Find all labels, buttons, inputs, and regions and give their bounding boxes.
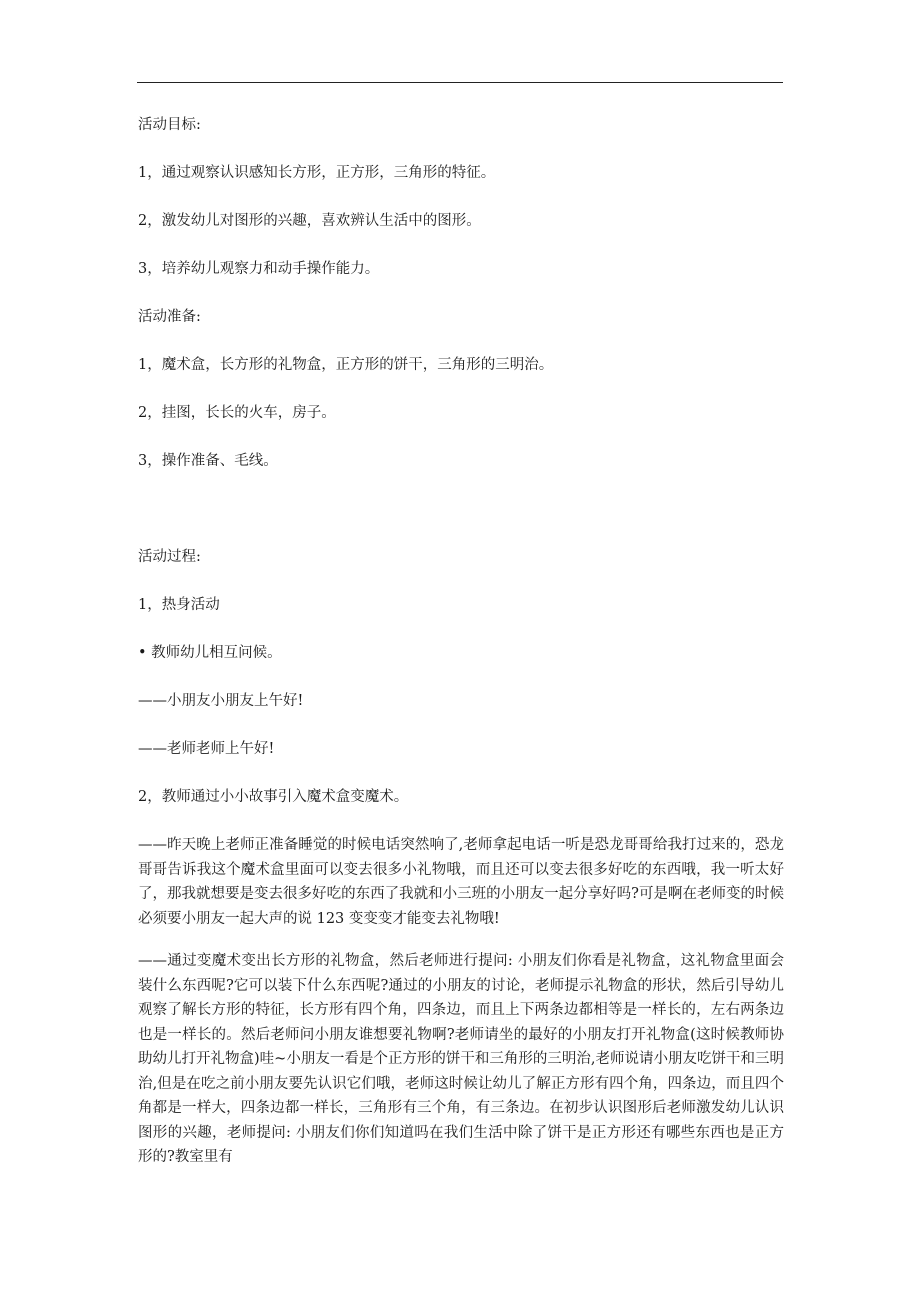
objective-item-2: 2，激发幼儿对图形的兴趣，喜欢辨认生活中的图形。 xyxy=(138,213,481,229)
preparation-item-3: 3，操作准备、毛线。 xyxy=(138,453,278,469)
objectives-heading: 活动目标: xyxy=(138,117,201,133)
objective-item-1: 1，通过观察认识感知长方形，正方形，三角形的特征。 xyxy=(138,165,496,181)
section-gap xyxy=(138,497,788,545)
preparation-item-2: 2，挂图，长长的火车，房子。 xyxy=(138,405,336,421)
dialog-line-1: ——小朋友小朋友上午好! xyxy=(138,693,304,709)
story-paragraph: ——昨天晚上老师正准备睡觉的时候电话突然响了,老师拿起电话一听是恐龙哥哥给我打过来的，恐龙哥哥告诉我这个魔术盒里面可以变去很多小礼物哦，而且还可以变去很多好吃的东西哦，我一听太好了，那我就想要是变去很多好吃的东西了我就和小三班的小朋友一起分享好吗?可是啊在老师变的时候必须要小朋友一起大声的说 123 变变变才能变去礼物哦! xyxy=(138,837,784,927)
objective-item-3: 3，培养幼儿观察力和动手操作能力。 xyxy=(138,261,380,277)
greeting-bullet: • 教师幼儿相互问候。 xyxy=(138,645,282,661)
preparation-heading: 活动准备: xyxy=(138,309,201,325)
magic-paragraph: ——通过变魔术变出长方形的礼物盒，然后老师进行提问: 小朋友们你看是礼物盒，这礼物盒里面会装什么东西呢?它可以装下什么东西呢?通过的小朋友的讨论，老师提示礼物盒的形状，然后引导幼儿观察了解长方形的特征，长方形有四个角，四条边，而且上下两条边都相等是一样长的，左右两条边也是一样长的。然后老师问小朋友谁想要礼物啊?老师请坐的最好的小朋友打开礼物盒(这时候教师协助幼儿打开礼物盒)哇~小朋友一看是个正方形的饼干和三角形的三明治,老师说请小朋友吃饼干和三明治,但是在吃之前小朋友要先认识它们哦，老师这时候让幼儿了解正方形有四个角，四条边，而且四个角都是一样大，四条边都一样长，三角形有三个角，有三条边。在初步认识图形后老师激发幼儿认识图形的兴趣，老师提问: 小朋友们你们知道吗在我们生活中除了饼干是正方形还有哪些东西也是正方形的?教室里有 xyxy=(138,953,784,1165)
document-body xyxy=(138,113,788,1188)
header-rule xyxy=(137,82,783,83)
process-step-2: 2，教师通过小小故事引入魔术盒变魔术。 xyxy=(138,789,409,805)
process-step-1: 1，热身活动 xyxy=(138,597,220,613)
process-heading: 活动过程: xyxy=(138,549,201,565)
dialog-line-2: ——老师老师上午好! xyxy=(138,741,275,757)
preparation-item-1: 1，魔术盒，长方形的礼物盒，正方形的饼干，三角形的三明治。 xyxy=(138,357,554,373)
